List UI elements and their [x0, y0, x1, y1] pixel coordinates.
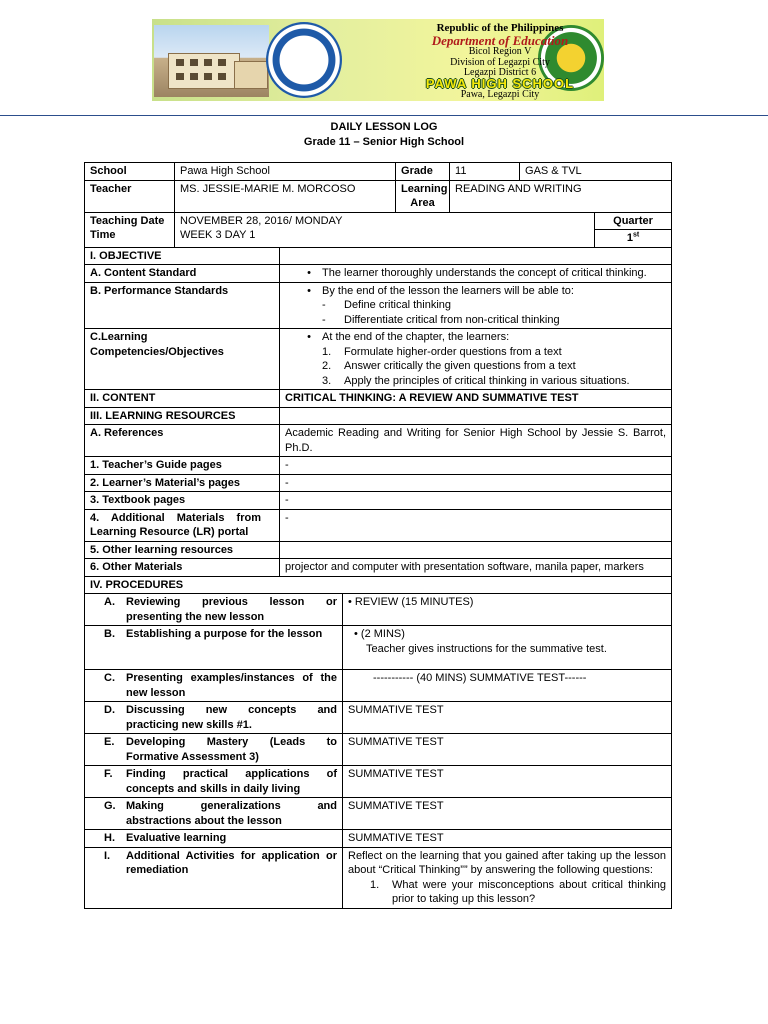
- grade-value: 11: [450, 163, 520, 181]
- procedure-label: Additional Activities for application or remediation: [126, 849, 337, 876]
- table-row: [85, 492, 672, 510]
- procedure-label: Presenting examples/instances of the new lesson: [126, 672, 337, 699]
- resource-value: -: [280, 509, 672, 541]
- list-item: Differentiate critical from non-critical thinking: [344, 313, 560, 326]
- procedure-value: • (2 MINS): [354, 628, 405, 640]
- resource-label: 2. Learner’s Material’s pages: [85, 474, 280, 492]
- performance-standards-text: By the end of the lesson the learners will be able to:: [322, 284, 574, 297]
- content-standard-label: A. Content Standard: [85, 265, 280, 283]
- track-value: GAS & TVL: [520, 163, 672, 181]
- content-text: CRITICAL THINKING: A REVIEW AND SUMMATIVE TEST: [280, 390, 672, 408]
- content-standard-text: The learner thoroughly understands the concept of critical thinking.: [322, 267, 647, 279]
- table-row: [85, 576, 672, 594]
- quarter-cell: Quarter 1st: [595, 212, 672, 247]
- resource-value: [280, 541, 672, 559]
- table-row: A. Content Standard • The learner thoroughly understands the concept of critical thinking.: [85, 265, 672, 283]
- procedure-value: SUMMATIVE TEST: [343, 734, 672, 766]
- teaching-date-label: Teaching Date Time: [85, 212, 175, 247]
- resource-label: 1. Teacher’s Guide pages: [85, 457, 280, 475]
- table-row: C.Learning Competencies/Objectives • At the end of the chapter, the learners: 1. Formulate higher-order questions from a text 2. Answer critically the given questions from a text 3. Apply the principles of critical thinking in various situations.: [85, 329, 672, 390]
- table-row: E. Developing Mastery (Leads to Formative Assessment 3) SUMMATIVE TEST: [85, 734, 672, 766]
- resources-heading: III. LEARNING RESOURCES: [85, 407, 280, 425]
- table-row: [85, 509, 672, 541]
- header-region: Bicol Region V: [468, 46, 532, 57]
- procedure-label: Establishing a purpose for the lesson: [126, 628, 323, 640]
- school-label: School: [85, 163, 175, 181]
- resource-label: 6. Other Materials: [85, 559, 280, 577]
- list-item: Answer critically the given questions from a text: [344, 360, 576, 372]
- references-text: Academic Reading and Writing for Senior High School by Jessie S. Barrot, Ph.D.: [280, 425, 672, 457]
- list-item: Apply the principles of critical thinking in various situations.: [344, 374, 630, 387]
- resource-value: -: [280, 474, 672, 492]
- procedure-value: SUMMATIVE TEST: [343, 798, 672, 830]
- teacher-label: Teacher: [85, 180, 175, 212]
- header-address: Pawa, Legazpi City: [460, 89, 540, 100]
- school-building-photo: [154, 25, 269, 97]
- lesson-log-table: [84, 162, 672, 909]
- table-row: [85, 407, 672, 425]
- resource-label: 4. Additional Materials from Learning Resource (LR) portal: [85, 509, 280, 541]
- procedure-value: SUMMATIVE TEST: [343, 766, 672, 798]
- content-heading: II. CONTENT: [85, 390, 280, 408]
- competencies-text: At the end of the chapter, the learners:: [322, 331, 510, 343]
- procedure-label: Evaluative learning: [126, 832, 227, 844]
- objective-heading: I. OBJECTIVE: [85, 247, 280, 265]
- table-row: B. Establishing a purpose for the lesson • (2 MINS) Teacher gives instructions for the summative test.: [85, 626, 672, 670]
- table-row: [85, 457, 672, 475]
- resource-value: projector and computer with presentation software, manila paper, markers: [280, 559, 672, 577]
- table-row: [85, 425, 672, 457]
- resource-value: -: [280, 492, 672, 510]
- table-row: [85, 390, 672, 408]
- procedure-value: • REVIEW (15 MINUTES): [343, 594, 672, 626]
- list-item: Formulate higher-order questions from a text: [344, 345, 562, 358]
- procedure-value: ----------- (40 MINS) SUMMATIVE TEST------: [343, 670, 672, 702]
- performance-standards-label: B. Performance Standards: [85, 282, 280, 329]
- competencies-label: C.Learning Competencies/Objectives: [85, 329, 280, 390]
- header-school-name: PAWA HIGH SCHOOL: [425, 76, 575, 91]
- table-row: [85, 247, 672, 265]
- table-row: A. Reviewing previous lesson or presenting the new lesson • REVIEW (15 MINUTES): [85, 594, 672, 626]
- document-title: DAILY LESSON LOG: [330, 121, 438, 133]
- school-value: Pawa High School: [175, 163, 396, 181]
- procedure-label: Finding practical applications of concepts and skills in daily living: [126, 768, 337, 795]
- deped-seal-icon: [266, 22, 342, 98]
- header-division: Division of Legazpi City: [450, 57, 550, 68]
- learning-area-label: Learning Area: [396, 180, 450, 212]
- quarter-value: 1: [626, 232, 633, 244]
- procedure-value: Reflect on the learning that you gained after taking up the lesson about “Critical Thinking”” by answering the following questions:: [348, 849, 667, 876]
- table-row: H. Evaluative learning SUMMATIVE TEST: [85, 830, 672, 848]
- procedure-value: SUMMATIVE TEST: [343, 830, 672, 848]
- procedure-label: Making generalizations and abstractions about the lesson: [126, 800, 337, 827]
- table-row: [85, 474, 672, 492]
- table-row: [85, 212, 672, 247]
- table-row: F. Finding practical applications of concepts and skills in daily living SUMMATIVE TEST: [85, 766, 672, 798]
- references-label: A. References: [85, 425, 280, 457]
- teaching-date-value: NOVEMBER 28, 2016/ MONDAY WEEK 3 DAY 1: [175, 212, 595, 247]
- grade-label: Grade: [396, 163, 450, 181]
- procedures-heading: IV. PROCEDURES: [85, 576, 672, 594]
- procedure-value-detail: Teacher gives instructions for the summative test.: [366, 642, 607, 655]
- header-department: Department of Education: [431, 33, 569, 48]
- document-subtitle: Grade 11 – Senior High School: [303, 136, 465, 148]
- resource-label: 5. Other learning resources: [85, 541, 280, 559]
- resource-label: 3. Textbook pages: [85, 492, 280, 510]
- resource-value: -: [280, 457, 672, 475]
- table-row: G. Making generalizations and abstractions about the lesson SUMMATIVE TEST: [85, 798, 672, 830]
- header-republic: Republic of the Philippines: [436, 22, 564, 34]
- table-row: [85, 541, 672, 559]
- teacher-value: MS. JESSIE-MARIE M. MORCOSO: [175, 180, 396, 212]
- table-row: C. Presenting examples/instances of the new lesson ----------- (40 MINS) SUMMATIVE TEST------: [85, 670, 672, 702]
- learning-area-value: READING AND WRITING: [450, 180, 672, 212]
- table-row: [85, 163, 672, 181]
- procedure-question: What were your misconceptions about critical thinking prior to taking up this lesson?: [392, 878, 667, 905]
- procedure-value: SUMMATIVE TEST: [343, 702, 672, 734]
- table-row: D. Discussing new concepts and practicing new skills #1. SUMMATIVE TEST: [85, 702, 672, 734]
- table-row: B. Performance Standards • By the end of the lesson the learners will be able to: - Define critical thinking - Differentiate critical from non-critical thinking: [85, 282, 672, 329]
- procedure-label: Reviewing previous lesson or presenting the new lesson: [126, 596, 337, 623]
- header-banner: [152, 19, 604, 101]
- header-divider: [0, 115, 768, 116]
- list-item: Define critical thinking: [344, 299, 451, 311]
- table-row: [85, 559, 672, 577]
- table-row: I. Additional Activities for application or remediation Reflect on the learning that you gained after taking up the lesson about “Critical Thinking”” by answering the following questions: 1. What were your misconceptions about critical thinking prior to taking up this lesson?: [85, 847, 672, 908]
- procedure-label: Discussing new concepts and practicing new skills #1.: [126, 704, 337, 731]
- procedure-label: Developing Mastery (Leads to Formative Assessment 3): [126, 736, 337, 763]
- header-district: Legazpi District 6: [463, 67, 537, 78]
- table-row: [85, 180, 672, 212]
